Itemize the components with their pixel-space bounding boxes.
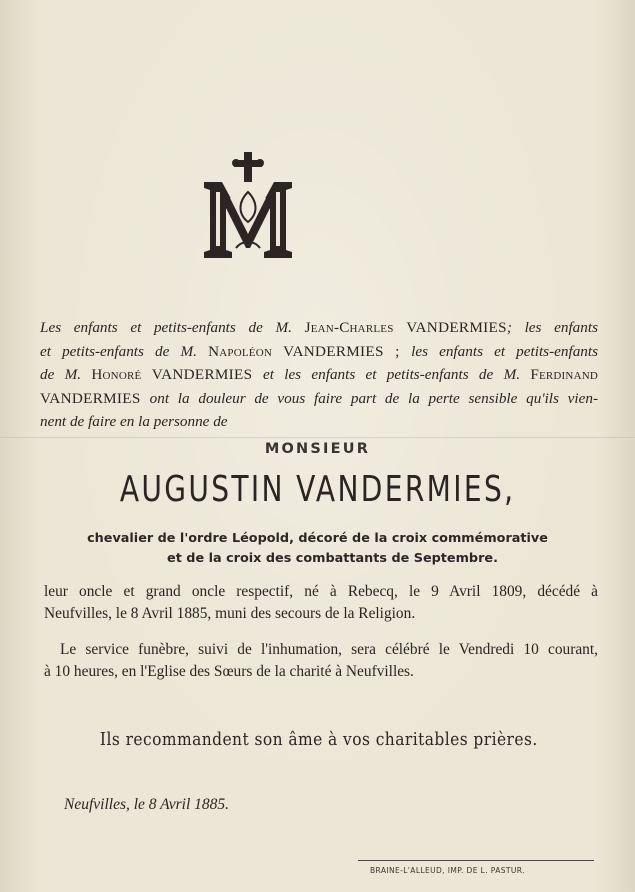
deceased-name: AUGUSTIN VANDERMIES, bbox=[119, 469, 516, 510]
intro-line: nent de faire en la personne de bbox=[40, 413, 228, 431]
details-line: Le service funèbre, suivi de l'inhumation, sera célébré le Vendredi 10 courant, bbox=[60, 641, 598, 658]
prayer-line: Ils recommandent son âme à vos charitables prières. bbox=[99, 729, 538, 750]
honors-block bbox=[0, 529, 635, 569]
intro-paragraph bbox=[40, 316, 598, 434]
details-line: leur oncle et grand oncle respectif, né à Rebecq, le 9 Avril 1809, décédé à bbox=[44, 583, 598, 600]
honorific-heading: MONSIEUR bbox=[264, 441, 371, 457]
honors-line: et de la croix des combattants de Septembre. bbox=[167, 551, 498, 566]
details-line: Neufvilles, le 8 Avril 1885, muni des secours de la Religion. bbox=[44, 605, 416, 622]
printer-imprint: BRAINE-L'ALLEUD, IMP. DE L. PASTUR. bbox=[370, 866, 525, 875]
intro-line: de M. Honoré VANDERMIES et les enfants et petits-enfants de M. Ferdinand bbox=[40, 366, 598, 384]
details-block bbox=[44, 581, 598, 683]
intro-line: VANDERMIES ont la douleur de vous faire part de la perte sensible qu'ils vien- bbox=[40, 389, 599, 407]
details-line: à 10 heures, en l'Eglise des Sœurs de la charité à Neufvilles. bbox=[44, 663, 414, 680]
cross-monogram-icon bbox=[200, 152, 296, 262]
paper-fold-line bbox=[0, 437, 635, 439]
intro-line: et petits-enfants de M. Napoléon VANDERMIES ; les enfants et petits-enfants bbox=[40, 342, 599, 360]
place-date-line: Neufvilles, le 8 Avril 1885. bbox=[64, 796, 230, 813]
intro-line: Les enfants et petits-enfants de M. Jean-Charles VANDERMIES; les enfants bbox=[40, 319, 598, 336]
printer-rule bbox=[358, 860, 594, 861]
honors-line: chevalier de l'ordre Léopold, décoré de la croix commémorative bbox=[87, 531, 548, 546]
